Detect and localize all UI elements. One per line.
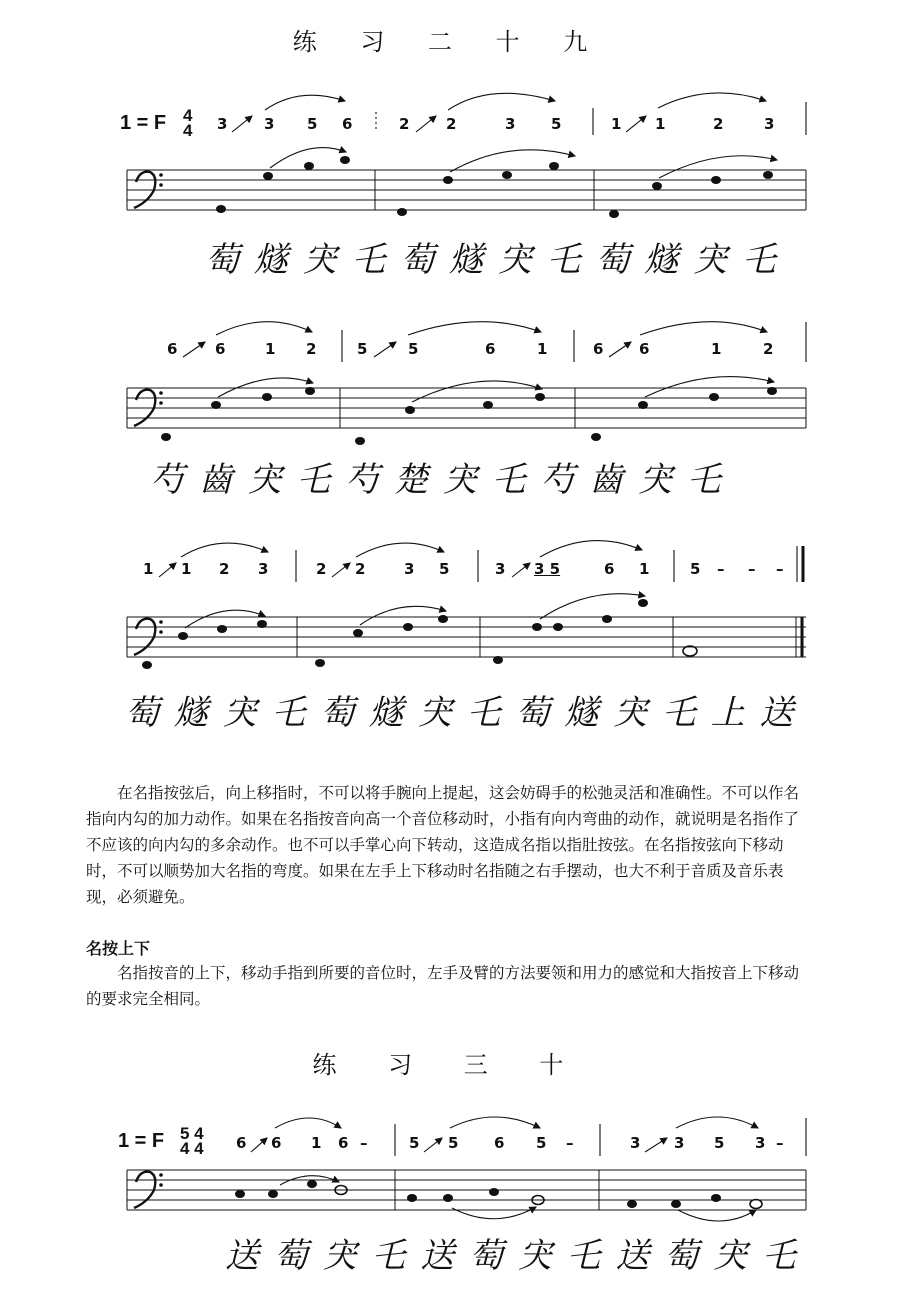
time-signature-30-top: 5 4 (180, 1124, 204, 1143)
tablature-row-30: 送 萄 宊 乇 送 萄 宊 乇 送 萄 宊 乇 (225, 1236, 798, 1276)
jianpu-note: 6 (215, 340, 226, 358)
jianpu-note: 3 (630, 1134, 641, 1152)
jianpu-dash: – (776, 560, 784, 578)
jianpu-note: 6 (639, 340, 650, 358)
jianpu-slides-row-1 (232, 93, 766, 132)
open-notes (335, 646, 762, 1209)
jianpu-dash: – (776, 1134, 784, 1152)
jianpu-note: 6 (485, 340, 496, 358)
jianpu-slides-row-3 (159, 541, 642, 577)
jianpu-note: 6 (604, 560, 615, 578)
jianpu-note: 2 (763, 340, 774, 358)
jianpu-dash: – (566, 1134, 574, 1152)
jianpu-dash: – (748, 560, 756, 578)
jianpu-note: 2 (355, 560, 366, 578)
jianpu-note: 2 (713, 115, 724, 133)
jianpu-note: 1 (311, 1134, 322, 1152)
bass-clef-icons (134, 172, 155, 1208)
jianpu-note: 6 (271, 1134, 282, 1152)
jianpu-note: 3 (264, 115, 275, 133)
jianpu-note: 3 (674, 1134, 685, 1152)
jianpu-slides-row-30 (251, 1117, 758, 1152)
jianpu-note: 2 (306, 340, 317, 358)
jianpu-note: 5 (357, 340, 368, 358)
jianpu-note: 2 (446, 115, 457, 133)
jianpu-note: 5 (439, 560, 450, 578)
jianpu-note: 5 (536, 1134, 547, 1152)
staff-2 (127, 388, 806, 428)
jianpu-note: 6 (167, 340, 178, 358)
jianpu-note: 1 (711, 340, 722, 358)
jianpu-note: 5 (690, 560, 701, 578)
jianpu-note: 6 (342, 115, 353, 133)
jianpu-note: 3 (755, 1134, 766, 1152)
jianpu-note: 3 (764, 115, 775, 133)
key-signature-30: 1 = F (118, 1130, 165, 1152)
paragraph-1-text: 在名指按弦后，向上移指时，不可以将手腕向上提起，这会妨碍手的松弛灵活和准确性。不可以作名指向内勾的加力动作。如果在名指按音向高一个音位移动时，小指有向内弯曲的动作，就说明是名指作了不应该的向内勾的多余动作。也不可以手掌心向下转动，这造成名指以指肚按弦。在名指按弦向下移动时，不可以顺势加大名指的弯度。如果在左手上下移动时名指随之右手摆动，也大不利于音质及音乐表现，必须避免。 (86, 784, 800, 906)
jianpu-dash: – (360, 1134, 368, 1152)
jianpu-note: 6 (593, 340, 604, 358)
jianpu-note: 5 (409, 1134, 420, 1152)
jianpu-note: 1 (143, 560, 154, 578)
section-heading: 名按上下 (86, 939, 151, 958)
jianpu-note: 2 (399, 115, 410, 133)
exercise-29-title: 练 习 二 十 九 (292, 28, 606, 56)
jianpu-note: 6 (494, 1134, 505, 1152)
tablature-row-2: 芍 齒 宊 乇 芍 楚 宊 乇 芍 齒 宊 乇 (150, 460, 723, 500)
jianpu-note: 5 (448, 1134, 459, 1152)
staff-slurs (185, 148, 777, 1221)
jianpu-slides-row-2 (183, 322, 767, 357)
staff-3 (127, 617, 806, 657)
jianpu-note: 5 (714, 1134, 725, 1152)
time-signature-30-bottom: 4 4 (180, 1139, 204, 1158)
jianpu-note: 1 (537, 340, 548, 358)
staff-30 (127, 1170, 806, 1210)
jianpu-note: 1 (181, 560, 192, 578)
time-signature-bottom: 4 (183, 121, 193, 140)
jianpu-note: 3 (217, 115, 228, 133)
jianpu-note: 3 (505, 115, 516, 133)
clef-dots-icons (159, 173, 163, 1187)
jianpu-note: 1 (611, 115, 622, 133)
staff-notes (142, 156, 777, 1208)
jianpu-barlines-row-30 (395, 1118, 806, 1156)
jianpu-note: 1 (655, 115, 666, 133)
jianpu-dash: – (717, 560, 725, 578)
jianpu-note: 2 (316, 560, 327, 578)
key-signature: 1 = F (120, 112, 167, 134)
jianpu-note: 3 (404, 560, 415, 578)
jianpu-note: 6 (236, 1134, 247, 1152)
jianpu-note: 5 (408, 340, 419, 358)
jianpu-note: 5 (307, 115, 318, 133)
jianpu-note: 3 (258, 560, 269, 578)
jianpu-note: 2 (219, 560, 230, 578)
exercise-30-title: 练 习 三 十 (312, 1051, 586, 1079)
jianpu-note: 1 (265, 340, 276, 358)
time-signature-top: 4 (183, 106, 193, 125)
jianpu-note: 3 5 (534, 560, 561, 578)
jianpu-note: 1 (639, 560, 650, 578)
tablature-row-3: 萄 燧 宊 乇 萄 燧 宊 乇 萄 燧 宊 乇 上 送 (125, 693, 796, 733)
tablature-row-1: 萄 燧 宊 乇 萄 燧 宊 乇 萄 燧 宊 乇 (205, 240, 778, 280)
staff-1 (127, 170, 806, 210)
jianpu-note: 5 (551, 115, 562, 133)
jianpu-note: 3 (495, 560, 506, 578)
jianpu-barlines-row-2 (342, 322, 806, 362)
jianpu-barlines-row-1 (376, 102, 806, 135)
jianpu-note: 6 (338, 1134, 349, 1152)
paragraph-2-text: 名指按音的上下，移动手指到所要的音位时，左手及臂的方法要领和用力的感觉和大指按音上下移动的要求完全相同。 (86, 964, 800, 1008)
